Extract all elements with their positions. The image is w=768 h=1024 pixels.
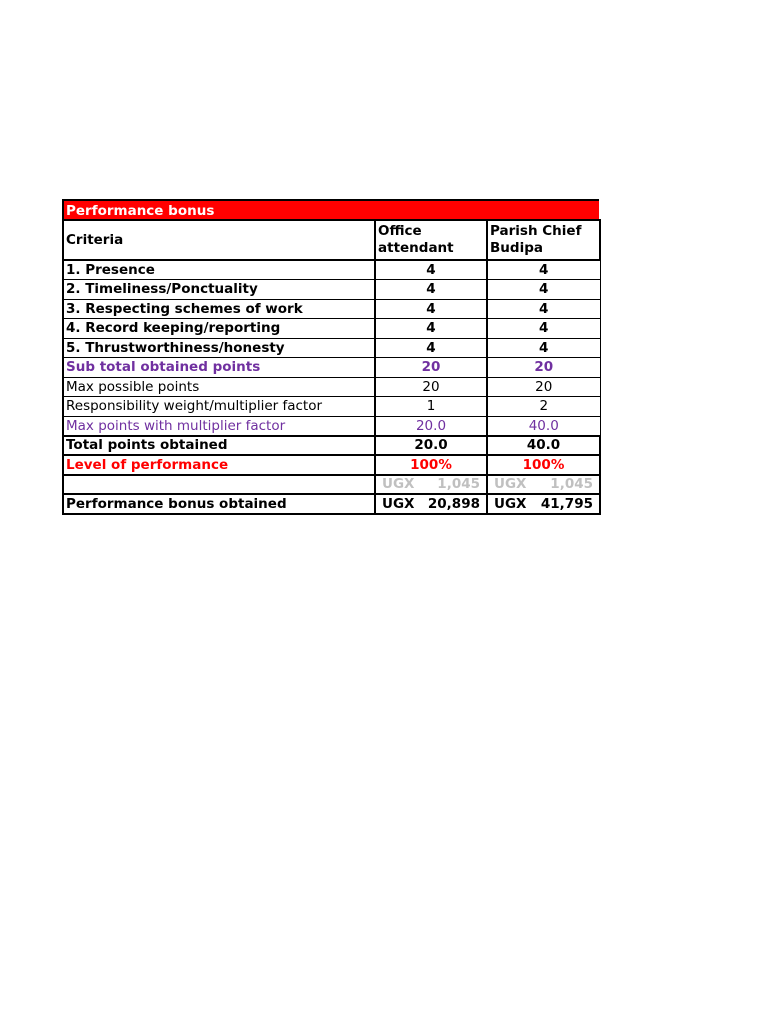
total-office-attendant: 20.0: [375, 436, 487, 456]
performance-table: [62, 219, 601, 515]
bonus-label: Performance bonus obtained: [63, 494, 375, 514]
parish-chief-value: 4: [487, 319, 600, 339]
office-attendant-value: 4: [375, 338, 487, 358]
total-parish-chief: 40.0: [487, 436, 600, 456]
criteria-header: Criteria: [63, 220, 375, 260]
currency-label: UGX: [382, 476, 415, 493]
total-label: Total points obtained: [63, 436, 375, 456]
bonus-row: [63, 494, 600, 514]
currency-label: UGX: [494, 476, 527, 493]
amount-value: 1,045: [437, 476, 480, 493]
amount-value: 20,898: [427, 495, 480, 512]
amount-value: 41,795: [540, 495, 593, 512]
max-with-multiplier-parish-chief: 40.0: [487, 416, 600, 436]
criteria-label: 3. Respecting schemes of work: [63, 299, 375, 319]
parish-chief-value: 4: [487, 299, 600, 319]
unit-value-label: [63, 475, 375, 495]
weight-label: Responsibility weight/multiplier factor: [63, 397, 375, 417]
max-possible-label: Max possible points: [63, 377, 375, 397]
criteria-row: [63, 338, 600, 358]
level-parish-chief: 100%: [487, 455, 600, 475]
criteria-row: [63, 280, 600, 300]
amount-value: 1,045: [550, 476, 593, 493]
subtotal-office-attendant: 20: [375, 358, 487, 378]
max-possible-parish-chief: 20: [487, 377, 600, 397]
office-attendant-header: Office attendant: [375, 220, 487, 260]
max-with-multiplier-row: [63, 416, 600, 436]
weight-row: [63, 397, 600, 417]
parish-chief-value: 4: [487, 338, 600, 358]
criteria-label: 2. Timeliness/Ponctuality: [63, 280, 375, 300]
bonus-office-attendant: [375, 494, 487, 514]
criteria-row: [63, 319, 600, 339]
level-label: Level of performance: [63, 455, 375, 475]
currency-label: UGX: [382, 495, 415, 512]
weight-parish-chief: 2: [487, 397, 600, 417]
unit-value-parish-chief: [487, 475, 600, 495]
parish-chief-header: Parish Chief Budipa: [487, 220, 600, 260]
office-attendant-value: 4: [375, 319, 487, 339]
criteria-label: 1. Presence: [63, 260, 375, 280]
subtotal-label: Sub total obtained points: [63, 358, 375, 378]
max-possible-row: [63, 377, 600, 397]
weight-office-attendant: 1: [375, 397, 487, 417]
subtotal-parish-chief: 20: [487, 358, 600, 378]
level-office-attendant: 100%: [375, 455, 487, 475]
criteria-label: 5. Thrustworthiness/honesty: [63, 338, 375, 358]
parish-chief-value: 4: [487, 260, 600, 280]
criteria-row: [63, 260, 600, 280]
performance-bonus-sheet: [62, 199, 599, 515]
unit-value-row: [63, 475, 600, 495]
max-possible-office-attendant: 20: [375, 377, 487, 397]
office-attendant-value: 4: [375, 280, 487, 300]
office-attendant-value: 4: [375, 260, 487, 280]
bonus-parish-chief: [487, 494, 600, 514]
subtotal-row: [63, 358, 600, 378]
max-with-multiplier-label: Max points with multiplier factor: [63, 416, 375, 436]
parish-chief-value: 4: [487, 280, 600, 300]
level-row: [63, 455, 600, 475]
criteria-label: 4. Record keeping/reporting: [63, 319, 375, 339]
unit-value-office-attendant: [375, 475, 487, 495]
sheet-title: Performance bonus: [62, 199, 599, 219]
header-row: [63, 220, 600, 260]
criteria-row: [63, 299, 600, 319]
max-with-multiplier-office-attendant: 20.0: [375, 416, 487, 436]
total-row: [63, 436, 600, 456]
office-attendant-value: 4: [375, 299, 487, 319]
currency-label: UGX: [494, 495, 527, 512]
